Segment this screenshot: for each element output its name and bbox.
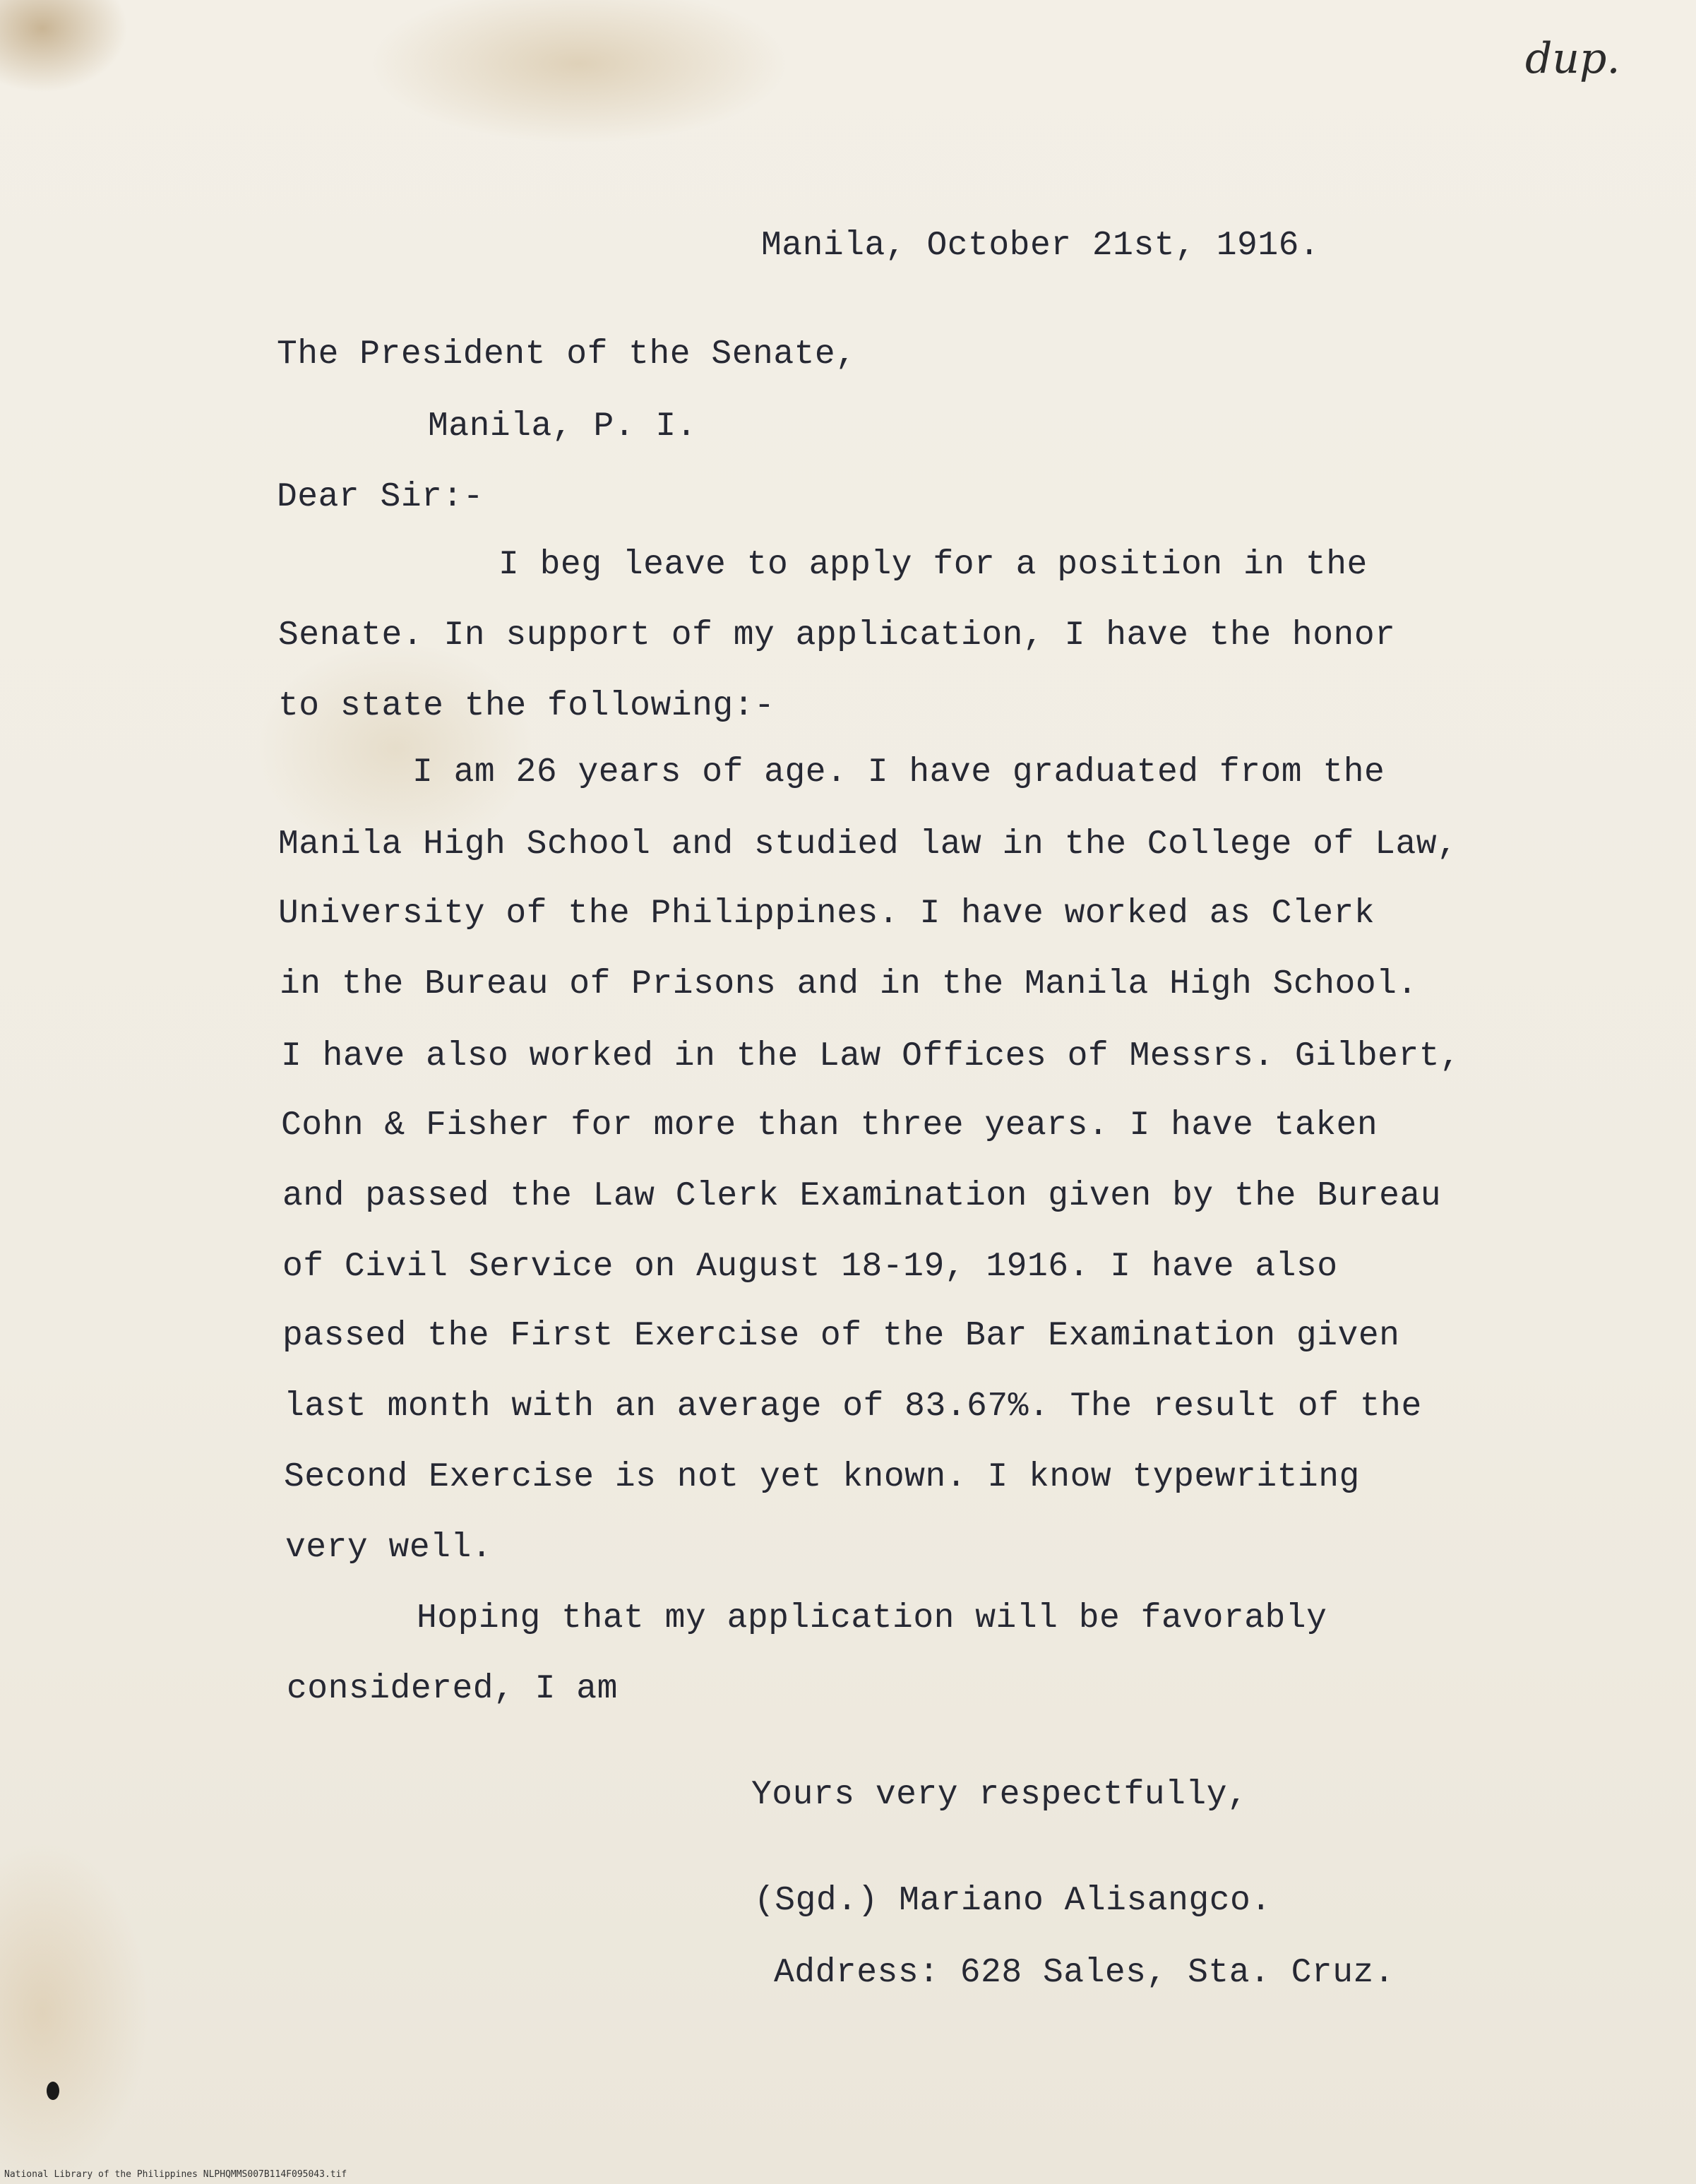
body-line: very well.: [285, 1529, 493, 1567]
body-line: passed the First Exercise of the Bar Examination given: [282, 1317, 1400, 1355]
body-line: University of the Philippines. I have worked as Clerk: [278, 895, 1375, 933]
salutation: Dear Sir:-: [277, 478, 484, 516]
handwritten-annotation: dup.: [1525, 34, 1620, 83]
body-line: and passed the Law Clerk Examination given by the Bureau: [282, 1177, 1442, 1215]
body-line: Cohn & Fisher for more than three years. I have taken: [281, 1106, 1378, 1145]
date-line: Manila, October 21st, 1916.: [761, 227, 1320, 265]
body-line: Manila High School and studied law in the College of Law,: [278, 825, 1458, 864]
body-line: Second Exercise is not yet known. I know typewriting: [284, 1458, 1360, 1496]
body-line: Senate. In support of my application, I have the honor: [278, 616, 1396, 655]
closing: Yours very respectfully,: [751, 1776, 1248, 1814]
body-line: in the Bureau of Prisons and in the Manila High School.: [280, 965, 1418, 1003]
body-line: I am 26 years of age. I have graduated from the: [412, 753, 1385, 792]
body-line: Hoping that my application will be favorably: [417, 1599, 1327, 1637]
addressee-line-1: The President of the Senate,: [277, 335, 856, 374]
signature: (Sgd.) Mariano Alisangco.: [754, 1882, 1272, 1920]
body-line: of Civil Service on August 18-19, 1916. I have also: [282, 1248, 1338, 1286]
body-line: to state the following:-: [278, 687, 775, 725]
archive-footer: National Library of the Philippines NLPHQMMS007B114F095043.tif: [4, 2169, 347, 2180]
addressee-line-2: Manila, P. I.: [428, 407, 697, 446]
body-line: last month with an average of 83.67%. The result of the: [284, 1388, 1422, 1426]
ink-spot: [47, 2082, 59, 2100]
body-line: I have also worked in the Law Offices of Messrs. Gilbert,: [281, 1037, 1461, 1075]
sender-address: Address: 628 Sales, Sta. Cruz.: [774, 1954, 1395, 1992]
body-line: considered, I am: [287, 1670, 618, 1708]
body-line: I beg leave to apply for a position in the: [498, 546, 1368, 584]
